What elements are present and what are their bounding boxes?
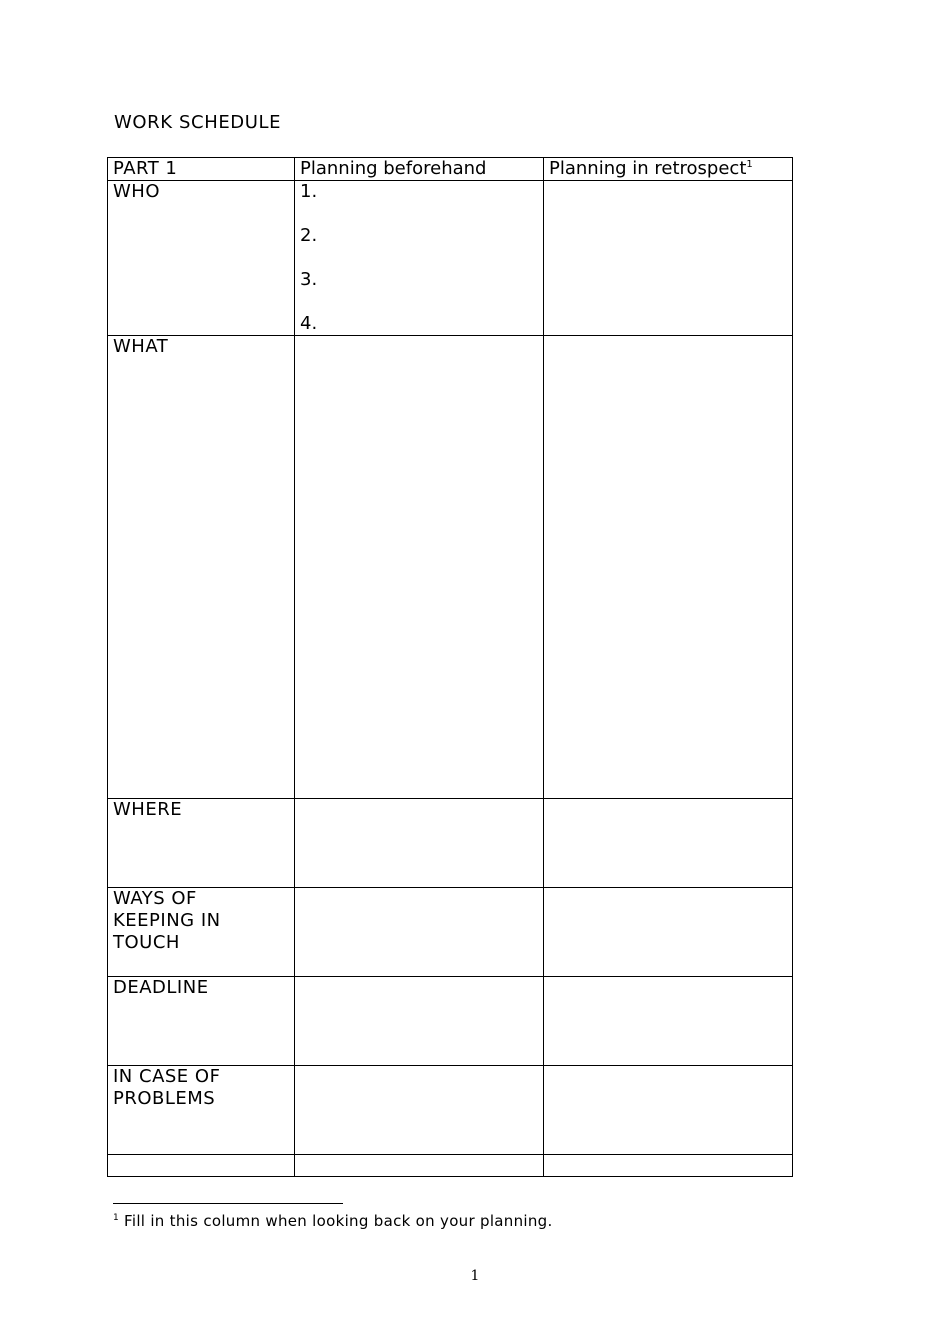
table-header-row [108, 158, 793, 181]
retrospect-cell[interactable] [544, 888, 793, 977]
table-row-in-case-of-problems [108, 1066, 793, 1155]
footnote-separator [113, 1203, 343, 1204]
table-row-empty [108, 1155, 793, 1177]
footnote [113, 1211, 553, 1231]
list-item: 1. [300, 181, 318, 202]
table-row-ways-of-keeping-in-touch [108, 888, 793, 977]
row-label-where: WHERE [108, 799, 295, 888]
header-part: PART 1 [108, 158, 295, 181]
beforehand-cell[interactable] [295, 888, 544, 977]
header-planning-beforehand: Planning beforehand [295, 158, 544, 181]
retrospect-cell[interactable] [544, 1155, 793, 1177]
beforehand-cell[interactable] [295, 799, 544, 888]
who-numbered-list [295, 181, 544, 336]
table-row-deadline [108, 977, 793, 1066]
table-row-who [108, 181, 793, 336]
document-title: WORK SCHEDULE [114, 112, 282, 133]
beforehand-cell[interactable] [295, 977, 544, 1066]
row-label-empty[interactable] [108, 1155, 295, 1177]
header-planning-in-retrospect: Planning in retrospect$^1$ [544, 158, 793, 181]
list-item: 2. [300, 225, 318, 246]
row-label-ways-of-keeping-in-touch: WAYS OF KEEPING IN TOUCH [108, 888, 295, 977]
footnote-reference: 1 [746, 159, 753, 170]
footnote-marker: 1 [113, 1213, 120, 1223]
retrospect-cell[interactable] [544, 336, 793, 799]
retrospect-cell[interactable] [544, 1066, 793, 1155]
beforehand-cell[interactable] [295, 1066, 544, 1155]
beforehand-cell[interactable] [295, 336, 544, 799]
beforehand-cell[interactable] [295, 1155, 544, 1177]
page-number: 1 [470, 1268, 480, 1284]
row-label-deadline: DEADLINE [108, 977, 295, 1066]
table-row-where [108, 799, 793, 888]
retrospect-cell[interactable] [544, 977, 793, 1066]
list-item: 3. [300, 269, 318, 290]
row-label-who: WHO [108, 181, 295, 336]
table-row-what [108, 336, 793, 799]
row-label-what: WHAT [108, 336, 295, 799]
retrospect-cell[interactable] [544, 181, 793, 336]
row-label-in-case-of-problems: IN CASE OF PROBLEMS [108, 1066, 295, 1155]
retrospect-cell[interactable] [544, 799, 793, 888]
list-item: 4. [300, 313, 318, 334]
work-schedule-table [107, 157, 793, 1177]
footnote-text: Fill in this column when looking back on your planning. [124, 1212, 553, 1230]
